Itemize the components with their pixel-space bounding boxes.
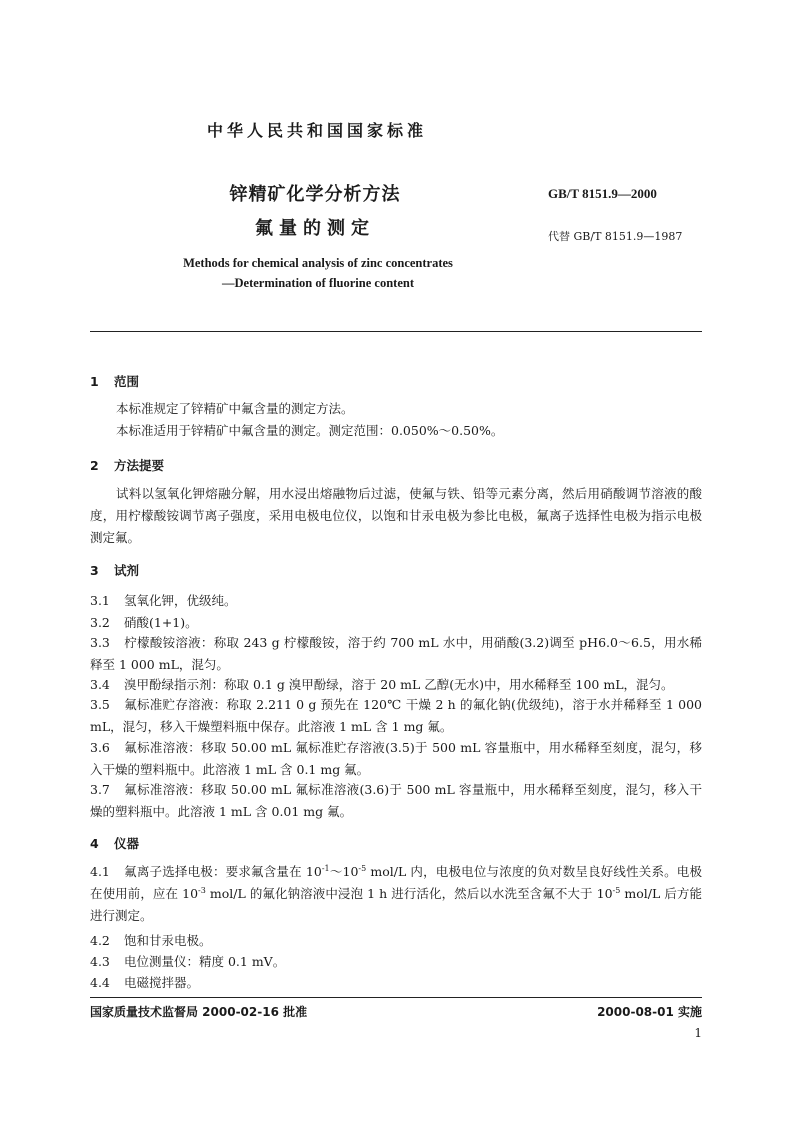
item-number: 3.1 xyxy=(90,593,110,608)
section-number: 3 xyxy=(90,563,99,578)
section-number: 1 xyxy=(90,374,99,389)
item-number: 4.2 xyxy=(90,933,110,948)
reagent-item xyxy=(90,674,702,696)
approval-line: 国家质量技术监督局 2000-02-16 批准 xyxy=(90,1005,308,1019)
item-text: 硝酸(1+1)。 xyxy=(124,615,198,630)
header-divider xyxy=(90,331,702,332)
reagent-item xyxy=(90,590,702,612)
exponent: -3 xyxy=(198,885,206,895)
section-heading-method xyxy=(90,456,164,474)
national-standard-heading: 中华人民共和国国家标准 xyxy=(206,121,427,140)
implementation-date: 2000-08-01 实施 xyxy=(597,1005,702,1019)
item-text: 电位测量仪：精度 0.1 mV。 xyxy=(124,954,286,969)
page-number: 1 xyxy=(694,1026,702,1040)
item-number: 3.7 xyxy=(90,782,110,797)
item-text: 氟标准贮存溶液：称取 2.211 0 g 预先在 120℃ 干燥 2 h 的氟化钠(优级纯)，溶于水并稀释至 1 000 mL，混匀，移入干燥塑料瓶中保存。此溶液 1 mL 含 1 mg 氟。 xyxy=(90,697,702,734)
exponent: -5 xyxy=(612,885,621,895)
replaces-standard: 代替 GB/T 8151.9—1987 xyxy=(548,230,683,243)
text-run: mol/L 后方能进行测定。 xyxy=(90,886,702,923)
document-subtitle: 氟量的测定 xyxy=(255,218,375,239)
section-title: 仪器 xyxy=(114,836,140,851)
apparatus-item xyxy=(90,861,702,927)
english-title-line2: —Determination of fluorine content xyxy=(222,276,414,290)
section-heading-scope xyxy=(90,372,139,390)
apparatus-item xyxy=(90,972,702,994)
item-number: 4.3 xyxy=(90,954,110,969)
item-number: 3.2 xyxy=(90,615,110,630)
reagent-item xyxy=(90,694,702,738)
section-title: 范围 xyxy=(114,374,140,389)
item-text: 氟标准溶液：移取 50.00 mL 氟标准溶液(3.6)于 500 mL 容量瓶中，用水稀释至刻度，混匀，移入干燥的塑料瓶中。此溶液 1 mL 含 0.01 mg 氟。 xyxy=(90,782,702,819)
scope-paragraph-2: 本标准适用于锌精矿中氟含量的测定。测定范围：0.050%～0.50%。 xyxy=(116,423,504,438)
reagent-item xyxy=(90,737,702,781)
english-title-line1: Methods for chemical analysis of zinc concentrates xyxy=(183,256,453,270)
exponent: -5 xyxy=(358,863,367,873)
item-text: 氢氧化钾，优级纯。 xyxy=(124,593,237,608)
item-text: 氟标准溶液：移取 50.00 mL 氟标准贮存溶液(3.5)于 500 mL 容量瓶中，用水稀释至刻度，混匀，移入干燥的塑料瓶中。此溶液 1 mL 含 0.1 mg 氟。 xyxy=(90,740,702,777)
section-title: 试剂 xyxy=(114,563,140,578)
standard-number: GB/T 8151.9—2000 xyxy=(548,186,657,201)
item-number: 4.4 xyxy=(90,975,110,990)
text-run: mol/L 的氟化钠溶液中浸泡 1 h 进行活化，然后以水洗至含氟不大于 10 xyxy=(205,886,613,901)
section-number: 4 xyxy=(90,836,99,851)
text-run: mol/L 内，电极电位与浓度的负对数呈良好线性关系。电极在使用前，应在 10 xyxy=(90,864,702,901)
document-title: 锌精矿化学分析方法 xyxy=(229,184,401,205)
section-heading-reagents xyxy=(90,561,139,579)
exponent: -1 xyxy=(321,863,330,873)
method-paragraph: 试料以氢氧化钾熔融分解，用水浸出熔融物后过滤，使氟与铁、铅等元素分离，然后用硝酸调节溶液的酸度，用柠檬酸铵调节离子强度，采用电极电位仪，以饱和甘汞电极为参比电极，氟离子选择性电极为指示电极测定氟。 xyxy=(90,486,702,545)
item-text: 柠檬酸铵溶液：称取 243 g 柠檬酸铵，溶于约 700 mL 水中，用硝酸(3.2)调至 pH6.0～6.5，用水稀释至 1 000 mL，混匀。 xyxy=(90,635,702,672)
item-number: 3.5 xyxy=(90,697,110,712)
reagent-item xyxy=(90,779,702,823)
apparatus-item xyxy=(90,930,702,952)
scope-paragraph-1: 本标准规定了锌精矿中氟含量的测定方法。 xyxy=(116,401,354,416)
section-heading-apparatus xyxy=(90,834,139,852)
text-run: ～10 xyxy=(329,864,359,879)
section-number: 2 xyxy=(90,458,99,473)
item-number: 3.3 xyxy=(90,635,110,650)
item-text: 饱和甘汞电极。 xyxy=(124,933,212,948)
item-text xyxy=(90,864,702,923)
reagent-item xyxy=(90,632,702,676)
item-text: 溴甲酚绿指示剂：称取 0.1 g 溴甲酚绿，溶于 20 mL 乙醇(无水)中，用水稀释至 100 mL，混匀。 xyxy=(124,677,674,692)
apparatus-item xyxy=(90,951,702,973)
footer-divider xyxy=(90,997,702,998)
reagent-item xyxy=(90,612,702,634)
text-run: 氟离子选择电极：要求氟含量在 10 xyxy=(124,864,322,879)
item-number: 3.6 xyxy=(90,740,110,755)
section-title: 方法提要 xyxy=(114,458,165,473)
item-number: 3.4 xyxy=(90,677,110,692)
item-number: 4.1 xyxy=(90,864,110,879)
item-text: 电磁搅拌器。 xyxy=(124,975,200,990)
